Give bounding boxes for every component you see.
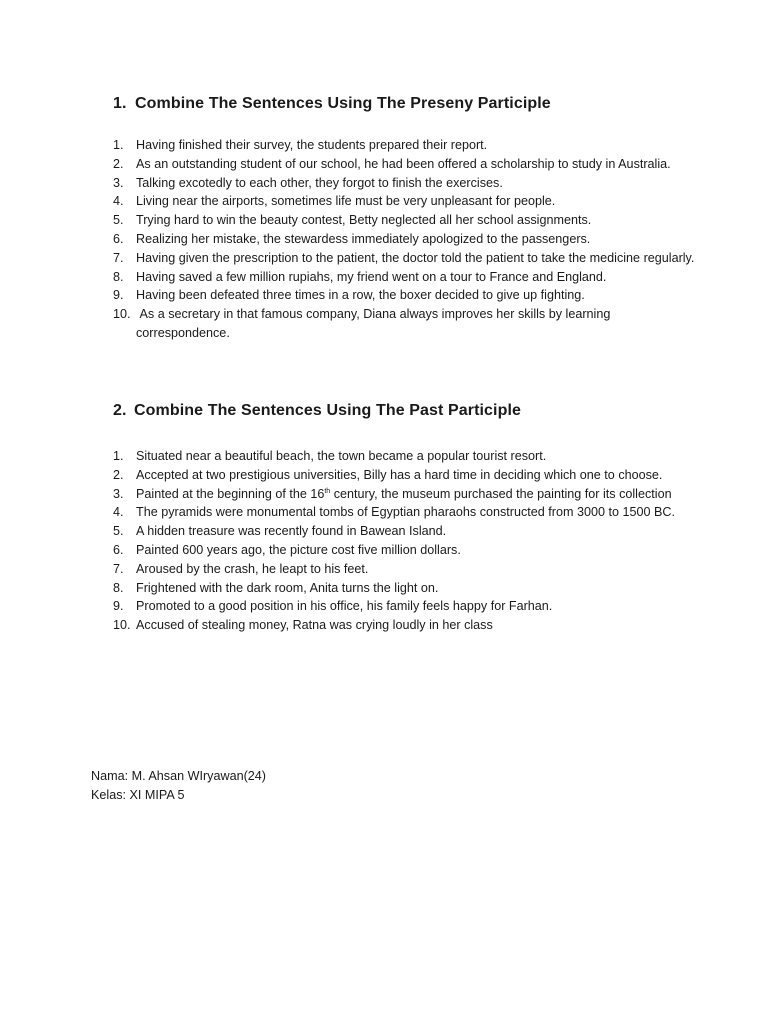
item-number: 10. — [113, 618, 131, 633]
list-item — [0, 541, 696, 560]
section-1-title: Combine The Sentences Using The Preseny Participle — [135, 95, 551, 112]
item-number: 2. — [113, 467, 124, 482]
item-text: Situated near a beautiful beach, the town became a popular tourist resort. — [136, 449, 547, 463]
item-number: 5. — [113, 213, 124, 228]
item-text — [136, 485, 696, 504]
item-text-start: Painted at the beginning of the 16 — [136, 486, 325, 501]
list-item — [0, 522, 696, 541]
list-item — [0, 579, 696, 598]
item-text: Talking excotedly to each other, they forgot to finish the exercises. — [136, 175, 503, 190]
item-text: As an outstanding student of our school, he had been offered a scholarship to study in Australia. — [136, 156, 671, 171]
item-text: Having saved a few million rupiahs, my friend went on a tour to France and England. — [136, 269, 607, 284]
list-item — [0, 466, 696, 485]
list-item — [0, 560, 696, 579]
list-item — [0, 616, 696, 635]
item-number: 8. — [113, 580, 124, 595]
list-item — [0, 174, 696, 193]
list-item — [0, 503, 696, 522]
item-text: As a secretary in that famous company, Diana always improves her skills by learning correspondence. — [136, 307, 614, 340]
item-number: 10. — [113, 307, 131, 322]
section-2-number: 2. — [113, 402, 127, 419]
item-number: 5. — [113, 524, 124, 539]
student-name: Nama: M. Ahsan WIryawan(24) — [91, 769, 266, 783]
item-text: The pyramids were monumental tombs of Egyptian pharaohs constructed from 3000 to 1500 BC. — [136, 505, 676, 520]
item-text: Having finished their survey, the students prepared their report. — [136, 138, 488, 152]
item-number: 2. — [113, 156, 124, 171]
student-info — [91, 767, 266, 805]
item-number: 8. — [113, 269, 124, 284]
item-number: 7. — [113, 561, 124, 576]
item-number: 6. — [113, 231, 124, 246]
list-item — [0, 230, 696, 249]
list-item — [0, 211, 696, 230]
item-text: A hidden treasure was recently found in Bawean Island. — [136, 524, 447, 539]
item-number: 4. — [113, 505, 124, 520]
ordinal-suffix: th — [324, 487, 331, 495]
item-number: 3. — [113, 175, 124, 190]
item-text: Having been defeated three times in a row, the boxer decided to give up fighting. — [136, 288, 585, 303]
list-item — [0, 192, 696, 211]
item-text: Accused of stealing money, Ratna was crying loudly in her class — [136, 618, 493, 633]
item-number: 6. — [113, 542, 124, 557]
item-text: Promoted to a good position in his office, his family feels happy for Farhan. — [136, 599, 553, 614]
item-text: Trying hard to win the beauty contest, Betty neglected all her school assignments. — [136, 213, 592, 228]
item-number: 9. — [113, 288, 124, 303]
item-text: Having given the prescription to the patient, the doctor told the patient to take the medicine regularly. — [136, 250, 695, 265]
item-number: 9. — [113, 599, 124, 614]
item-number: 3. — [113, 486, 124, 501]
student-class: Kelas: XI MIPA 5 — [91, 788, 185, 802]
list-item — [0, 305, 696, 343]
list-item — [0, 249, 696, 268]
section-2-list — [0, 447, 696, 635]
item-number: 1. — [113, 138, 124, 152]
item-text: Aroused by the crash, he leapt to his feet. — [136, 561, 369, 576]
section-1-heading — [113, 95, 551, 113]
item-text: Realizing her mistake, the stewardess immediately apologized to the passengers. — [136, 231, 591, 246]
section-2-heading — [113, 402, 521, 420]
list-item — [0, 447, 696, 466]
list-item — [0, 136, 696, 155]
list-item — [0, 485, 696, 504]
list-item — [0, 155, 696, 174]
item-text-end: century, the museum purchased the painting for its collection — [330, 486, 672, 501]
item-text: Painted 600 years ago, the picture cost five million dollars. — [136, 542, 461, 557]
list-item — [0, 286, 696, 305]
list-item — [0, 268, 696, 287]
item-text: Accepted at two prestigious universities, Billy has a hard time in deciding which one to choose. — [136, 467, 663, 482]
section-1-list — [0, 136, 696, 343]
item-number: 7. — [113, 250, 124, 265]
list-item — [0, 597, 696, 616]
item-text: Living near the airports, sometimes life must be very unpleasant for people. — [136, 194, 556, 209]
section-2-title: Combine The Sentences Using The Past Participle — [134, 402, 522, 419]
item-number: 1. — [113, 449, 124, 463]
section-1-number: 1. — [113, 95, 127, 112]
item-text: Frightened with the dark room, Anita turns the light on. — [136, 580, 439, 595]
item-number: 4. — [113, 194, 124, 209]
